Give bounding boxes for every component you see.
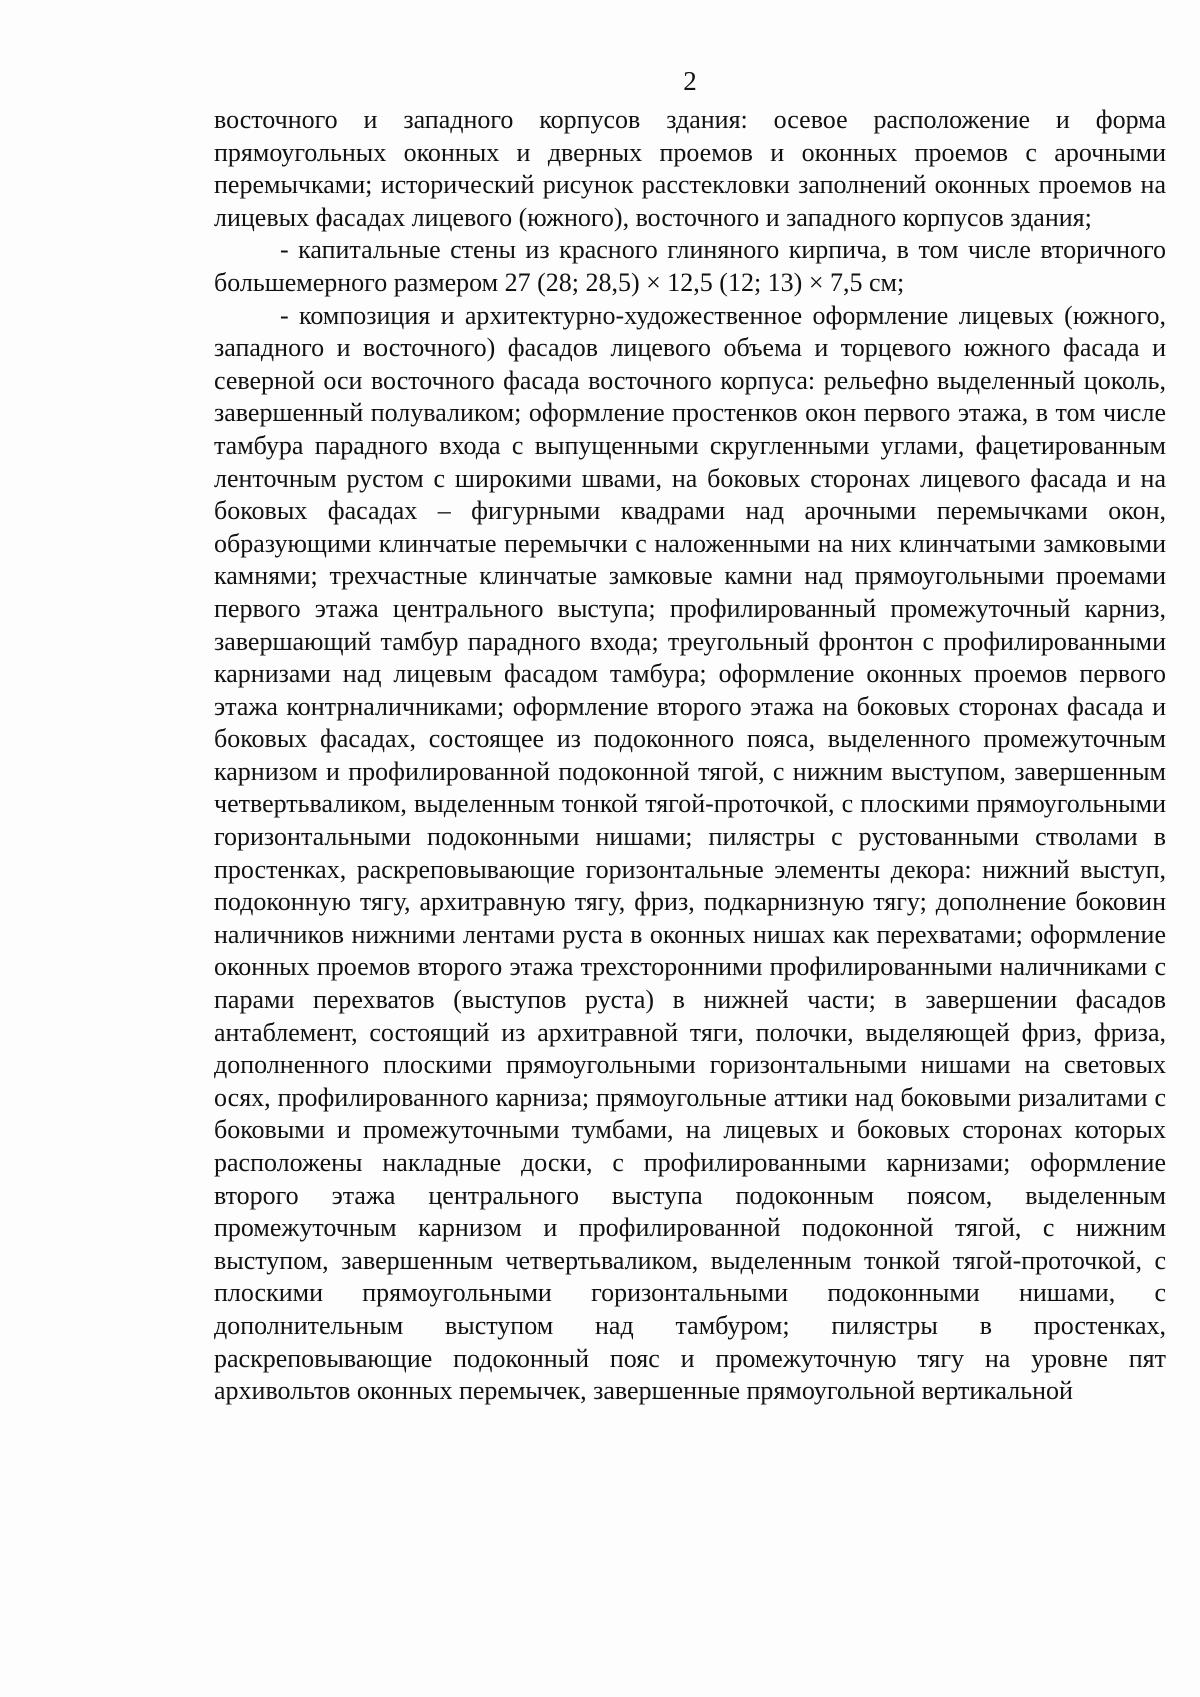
paragraph-facade-composition: - композиция и архитектурно-художественное оформление лицевых (южного, западного и восточного) фасадов лицевого объема и торцевого южного фасада и северной оси восточного фасада восточного корпуса: рельефно выделенный цоколь, завершенный полуваликом; оформление простенков окон первого этажа, в том числе тамбура парадного входа с выпущенными скругленными углами, фацетированным ленточным рустом с широкими швами, на боковых сторонах лицевого фасада и на боковых фасадах – фигурными квадрами над арочными перемычками окон, образующими клинчатые перемычки с наложенными на них клинчатыми замковыми камнями; трехчастные клинчатые замковые камни над прямоугольными проемами первого этажа центрального выступа; профилированный промежуточный карниз, завершающий тамбур парадного входа; треугольный фронтон с профилированными карнизами над лицевым фасадом тамбура; оформление оконных проемов первого этажа контрналичниками; оформление второго этажа на боковых сторонах фасада и боковых фасадах, состоящее из подоконного пояса, выделенного промежуточным карнизом и профилированной подоконной тягой, с нижним выступом, завершенным четвертьваликом, выделенным тонкой тягой-проточкой, с плоскими прямоугольными горизонтальными подоконными нишами; пилястры с рустованными стволами в простенках, раскреповывающие горизонтальные элементы декора: нижний выступ, подоконную тягу, архитравную тягу, фриз, подкарнизную тягу; дополнение боковин наличников нижними лентами руста в оконных нишах как перехватами; оформление оконных проемов второго этажа трехсторонними профилированными наличниками с парами перехватов (выступов руста) в нижней части; в завершении фасадов антаблемент, состоящий из архитравной тяги, полочки, выделяющей фриз, фриза, дополненного плоскими прямоугольными горизонтальными нишами на световых осях, профилированного карниза; прямоугольные аттики над боковыми ризалитами с боковыми и промежуточными тумбами, на лицевых и боковых сторонах которых расположены накладные доски, с профилированными карнизами; оформление второго этажа центрального выступа подоконным поясом, выделенным промежуточным карнизом и профилированной подоконной тягой, с нижним выступом, завершенным четвертьваликом, выделенным тонкой тягой-проточкой, с плоскими прямоугольными горизонтальными подоконными нишами, с дополнительным выступом над тамбуром; пилястры в простенках, раскреповывающие подоконный пояс и промежуточную тягу на уровне пят архивольтов оконных перемычек, завершенные прямоугольной вертикальной (214, 300, 1166, 1406)
page-number: 2 (683, 66, 697, 96)
paragraph-continuation: восточного и западного корпусов здания: осевое расположение и форма прямоугольных оконных и дверных проемов и оконных проемов с арочными перемычками; исторический рисунок расстекловки заполнений оконных проемов на лицевых фасадах лицевого (южного), восточного и западного корпусов здания; (214, 105, 1166, 232)
document-body (214, 104, 1166, 1408)
paragraph-capital-walls: - капитальные стены из красного глиняного кирпича, в том числе вторичного большемерного размером 27 (28; 28,5) × 12,5 (12; 13) × 7,5 см; (214, 235, 1166, 297)
